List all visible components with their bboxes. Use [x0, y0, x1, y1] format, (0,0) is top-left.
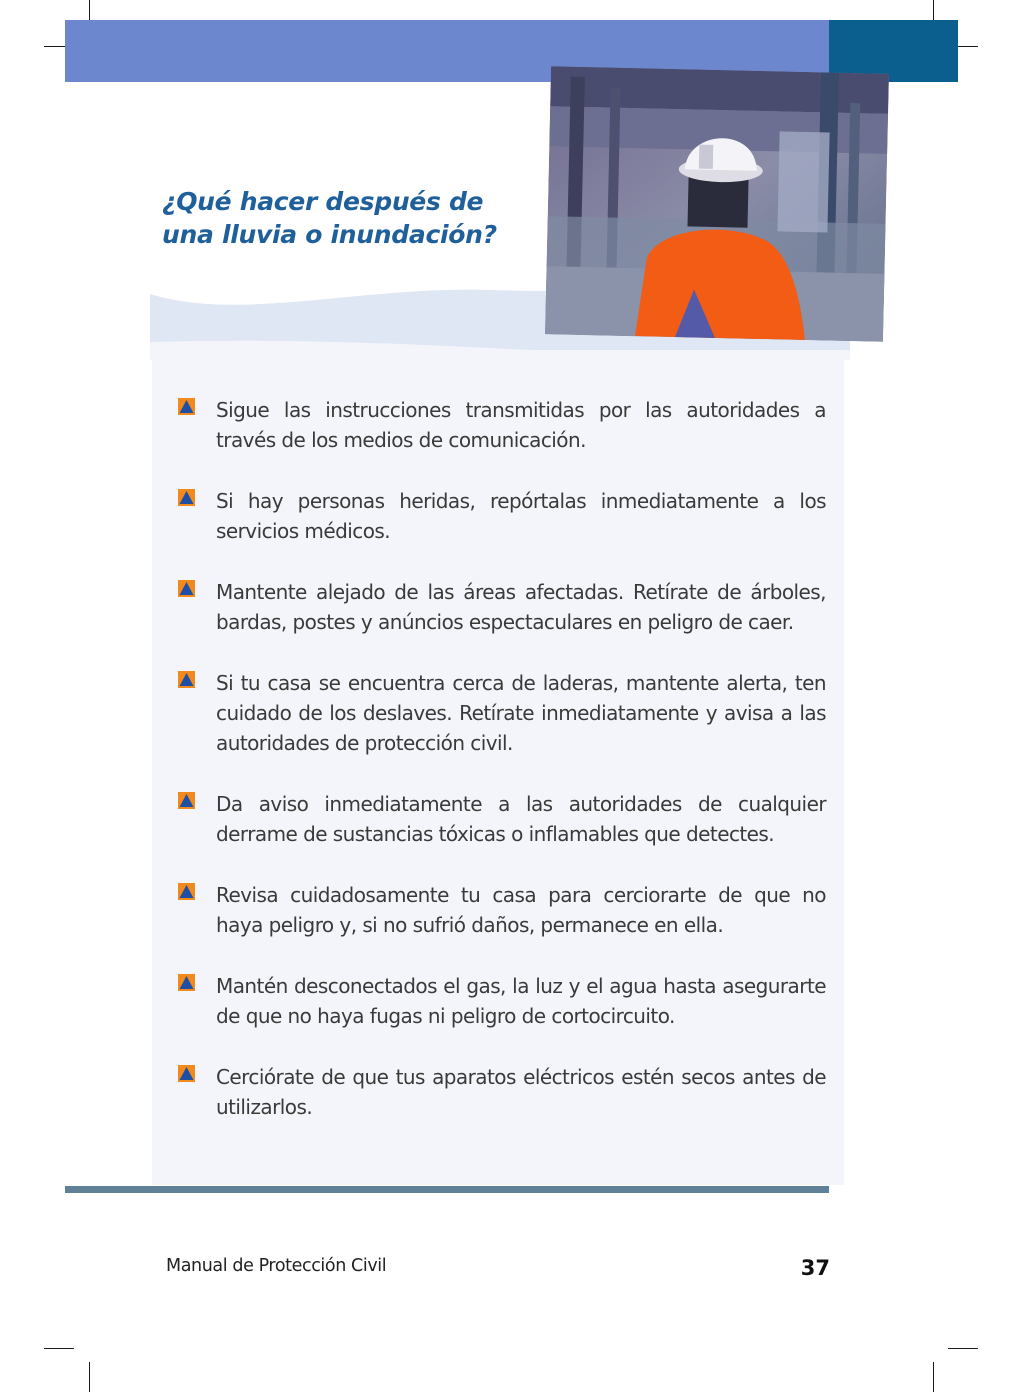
bottom-rule: [65, 1186, 829, 1193]
section-title: [162, 185, 522, 251]
recommendation-list: [178, 395, 826, 1153]
list-item: [178, 971, 826, 1031]
list-item: [178, 577, 826, 637]
list-item: [178, 395, 826, 455]
list-item-text: Da aviso inmediatamente a las autoridades de cualquier derrame de sustancias tóxicas o inflamables que detectes.: [216, 792, 826, 846]
section-title-line: ¿Qué hacer después de: [162, 187, 484, 216]
list-item-text: Si hay personas heridas, repórtalas inmediatamente a los servicios médicos.: [216, 489, 826, 543]
warning-triangle-icon: [178, 489, 195, 506]
list-item: [178, 789, 826, 849]
crop-mark: [948, 1348, 978, 1349]
crop-mark: [933, 1362, 934, 1392]
crop-mark: [44, 1348, 74, 1349]
warning-triangle-icon: [178, 1065, 195, 1082]
footer-label: Manual de Protección Civil: [166, 1256, 387, 1276]
list-item: [178, 880, 826, 940]
list-item: [178, 486, 826, 546]
warning-triangle-icon: [178, 974, 195, 991]
list-item-text: Si tu casa se encuentra cerca de laderas, mantente alerta, ten cuidado de los deslaves. Retírate inmediatamente y avisa a las autoridades de protección civil.: [216, 671, 826, 755]
list-item-text: Sigue las instrucciones transmitidas por las autoridades a través de los medios de comunicación.: [216, 398, 826, 452]
warning-triangle-icon: [178, 883, 195, 900]
warning-triangle-icon: [178, 398, 195, 415]
list-item: [178, 668, 826, 758]
list-item-text: Cerciórate de que tus aparatos eléctricos estén secos antes de utilizarlos.: [216, 1065, 826, 1119]
list-item: [178, 1062, 826, 1122]
warning-triangle-icon: [178, 671, 195, 688]
warning-triangle-icon: [178, 792, 195, 809]
section-title-line: una lluvia o inundación?: [162, 220, 497, 249]
crop-mark: [89, 1362, 90, 1392]
list-item-text: Mantente alejado de las áreas afectadas. Retírate de árboles, bardas, postes y anúncios espectaculares en peligro de caer.: [216, 580, 826, 634]
list-item-text: Revisa cuidadosamente tu casa para cerciorarte de que no haya peligro y, si no sufrió daños, permanece en ella.: [216, 883, 826, 937]
page-number: 37: [800, 1256, 830, 1280]
warning-triangle-icon: [178, 580, 195, 597]
list-item-text: Mantén desconectados el gas, la luz y el agua hasta asegurarte de que no haya fugas ni peligro de cortocircuito.: [216, 974, 826, 1028]
rescue-worker-photo: [545, 66, 889, 342]
